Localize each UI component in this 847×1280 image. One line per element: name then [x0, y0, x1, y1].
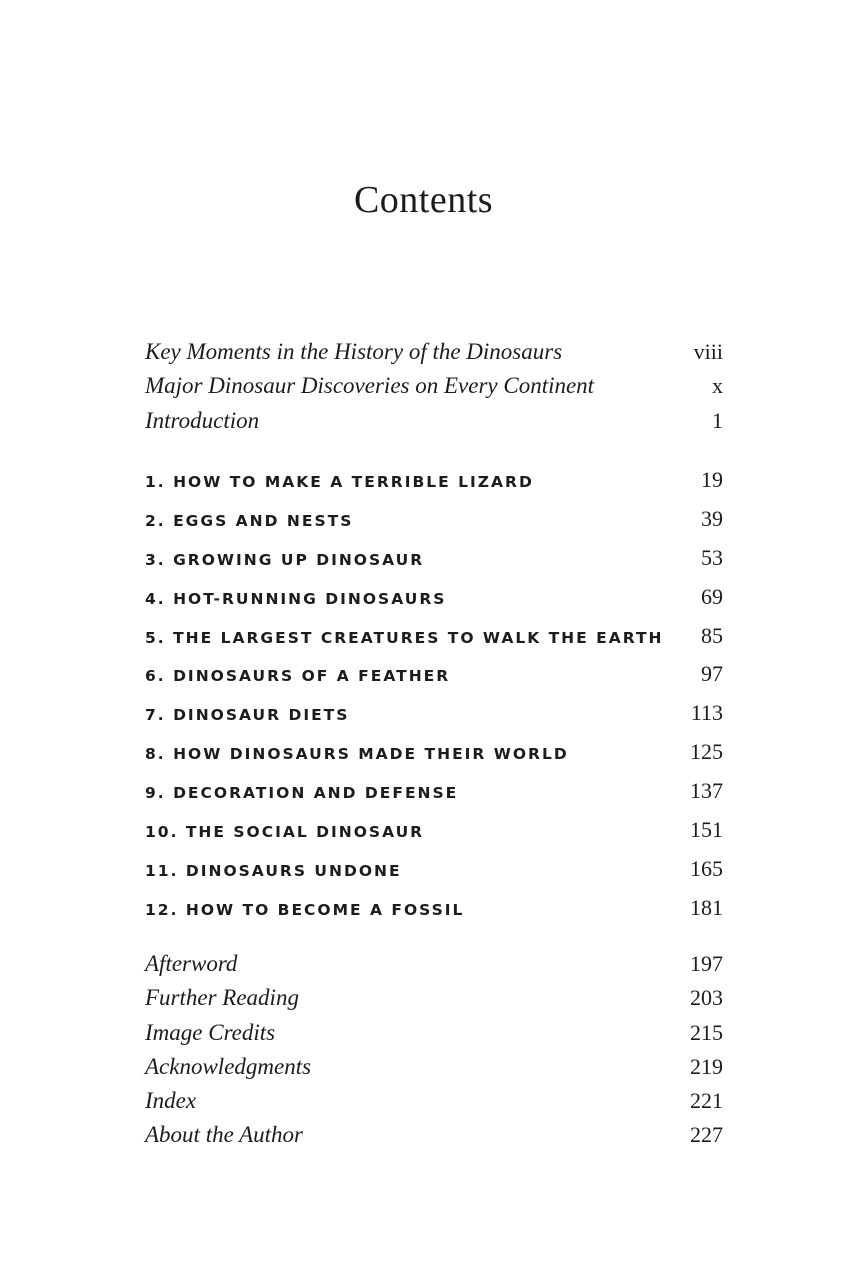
chapter-page: 181: [690, 894, 723, 920]
toc-entry-title: Major Dinosaur Discoveries on Every Continent: [145, 373, 595, 399]
toc-entry-title: Index: [145, 1088, 197, 1114]
chapter-title: 10. THE SOCIAL DINOSAUR: [145, 823, 425, 842]
chapter-entry[interactable]: [145, 733, 723, 772]
toc-entry-title: Key Moments in the History of the Dinosaurs: [145, 339, 563, 364]
toc-entry-page: 197: [690, 951, 723, 976]
toc-entry[interactable]: [145, 1016, 723, 1050]
chapter-page: 125: [690, 739, 723, 765]
chapter-page: 85: [701, 622, 723, 648]
toc-entry[interactable]: [145, 981, 723, 1015]
toc-entry-page: 203: [690, 985, 723, 1011]
chapter-page: 19: [701, 467, 723, 492]
toc-entry-page: x: [712, 373, 723, 399]
chapter-page: 151: [690, 817, 723, 843]
chapter-entry[interactable]: [145, 578, 723, 617]
toc-entry[interactable]: [145, 947, 723, 981]
page-title: Contents: [353, 179, 494, 221]
toc-entry[interactable]: [145, 1084, 723, 1118]
chapter-title: 2. EGGS AND NESTS: [145, 511, 354, 530]
chapter-page: 137: [690, 778, 723, 804]
chapter-entry[interactable]: [145, 617, 723, 656]
chapter-title: 1. HOW TO MAKE A TERRIBLE LIZARD: [145, 473, 534, 491]
chapter-page: 69: [701, 583, 723, 609]
chapter-title: 4. HOT-RUNNING DINOSAURS: [145, 589, 447, 608]
chapter-page: 53: [701, 544, 723, 570]
chapter-entry[interactable]: [145, 694, 723, 733]
toc-entry-page: viii: [693, 339, 723, 364]
toc-entry-title: Further Reading: [145, 985, 299, 1011]
toc-entry-page: 221: [690, 1088, 723, 1114]
back-matter-list: [145, 947, 723, 1153]
chapter-entry[interactable]: [145, 772, 723, 811]
toc-entry-title: Image Credits: [145, 1019, 276, 1045]
front-matter-list: [145, 335, 723, 438]
toc-entry-page: 1: [712, 407, 723, 433]
chapter-entry[interactable]: [145, 461, 723, 500]
toc-entry-page: 215: [690, 1019, 723, 1045]
chapter-entry[interactable]: [145, 889, 723, 928]
toc-entry[interactable]: [145, 404, 723, 438]
toc-entry-title: About the Author: [145, 1122, 304, 1148]
chapter-page: 165: [690, 855, 723, 881]
toc-entry-page: 227: [690, 1122, 723, 1148]
chapter-page: 39: [701, 505, 723, 531]
toc-entry-page: 219: [690, 1053, 723, 1079]
chapter-entry[interactable]: [145, 850, 723, 889]
chapter-entry[interactable]: [145, 655, 723, 694]
chapter-title: 7. DINOSAUR DIETS: [145, 706, 350, 725]
chapter-title: 9. DECORATION AND DEFENSE: [145, 784, 459, 803]
chapter-entry[interactable]: [145, 500, 723, 539]
toc-entry-title: Acknowledgments: [145, 1053, 312, 1079]
chapter-title: 5. THE LARGEST CREATURES TO WALK THE EARTH: [145, 628, 664, 647]
chapter-title: 12. HOW TO BECOME A FOSSIL: [145, 900, 465, 919]
toc-entry-title: Afterword: [145, 951, 238, 976]
chapter-entry[interactable]: [145, 539, 723, 578]
chapter-entry[interactable]: [145, 811, 723, 850]
toc-entry-title: Introduction: [145, 407, 260, 433]
toc-entry[interactable]: [145, 1118, 723, 1152]
chapter-page: 113: [690, 700, 723, 726]
chapter-page: 97: [701, 661, 723, 687]
toc-entry[interactable]: [145, 335, 723, 369]
chapter-title: 8. HOW DINOSAURS MADE THEIR WORLD: [145, 745, 569, 764]
toc-entry[interactable]: [145, 1050, 723, 1084]
toc-entry[interactable]: [145, 369, 723, 403]
chapter-title: 3. GROWING UP DINOSAUR: [145, 550, 425, 569]
chapter-list: [145, 461, 723, 928]
chapter-title: 11. DINOSAURS UNDONE: [145, 861, 402, 880]
chapter-title: 6. DINOSAURS OF A FEATHER: [145, 667, 451, 686]
